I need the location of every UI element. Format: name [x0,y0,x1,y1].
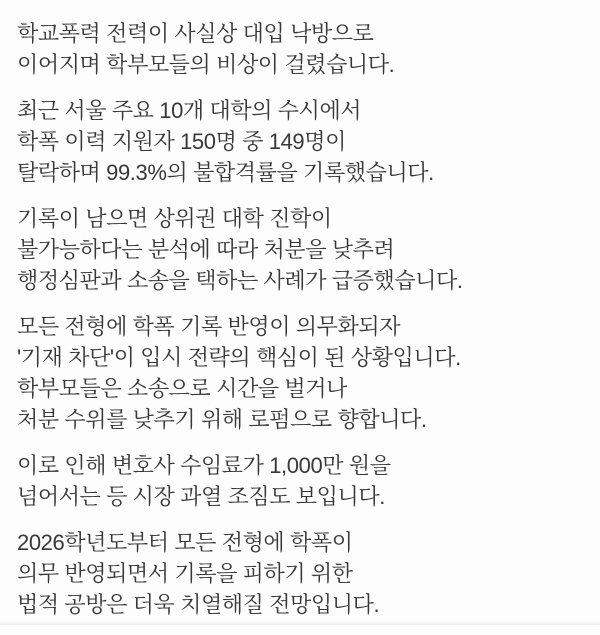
text-line: '기재 차단'이 입시 전략의 핵심이 된 상황입니다. [17,345,461,370]
text-line: 모든 전형에 학폭 기록 반영이 의무화되자 [17,314,401,339]
paragraph [17,95,590,188]
text-line: 학부모들은 소송으로 시간을 벌거나 [17,376,347,401]
text-line: 2026학년도부터 모든 전형에 학폭이 [17,530,353,555]
text-line: 행정심판과 소송을 택하는 사례가 급증했습니다. [17,268,463,293]
paragraph [17,450,590,512]
text-line: 학교폭력 전력이 사실상 대입 낙방으로 [17,21,374,46]
text-line: 이어지며 학부모들의 비상이 걸렸습니다. [17,52,395,77]
text-line: 최근 서울 주요 10개 대학의 수시에서 [17,98,362,123]
bottom-edge-shadow [0,621,600,625]
text-line: 불가능하다는 분석에 따라 처분을 낮추려 [17,237,395,262]
text-line: 법적 공방은 더욱 치열해질 전망입니다. [17,592,380,617]
paragraph [17,311,590,435]
text-line: 학폭 이력 지원자 150명 중 149명이 [17,129,346,154]
text-line: 넘어서는 등 시장 과열 조짐도 보입니다. [17,484,385,509]
paragraph [17,18,590,80]
text-line: 탈락하며 99.3%의 불합격률을 기록했습니다. [17,160,434,185]
text-line: 이로 인해 변호사 수임료가 1,000만 원을 [17,453,391,478]
text-line: 기록이 남으면 상위권 대학 진학이 [17,206,332,231]
paragraph [17,203,590,296]
paragraph [17,527,590,620]
text-line: 의무 반영되면서 기록을 피하기 위한 [17,561,353,586]
article-body [17,18,590,635]
text-line: 처분 수위를 낮추기 위해 로펌으로 향합니다. [17,407,427,432]
